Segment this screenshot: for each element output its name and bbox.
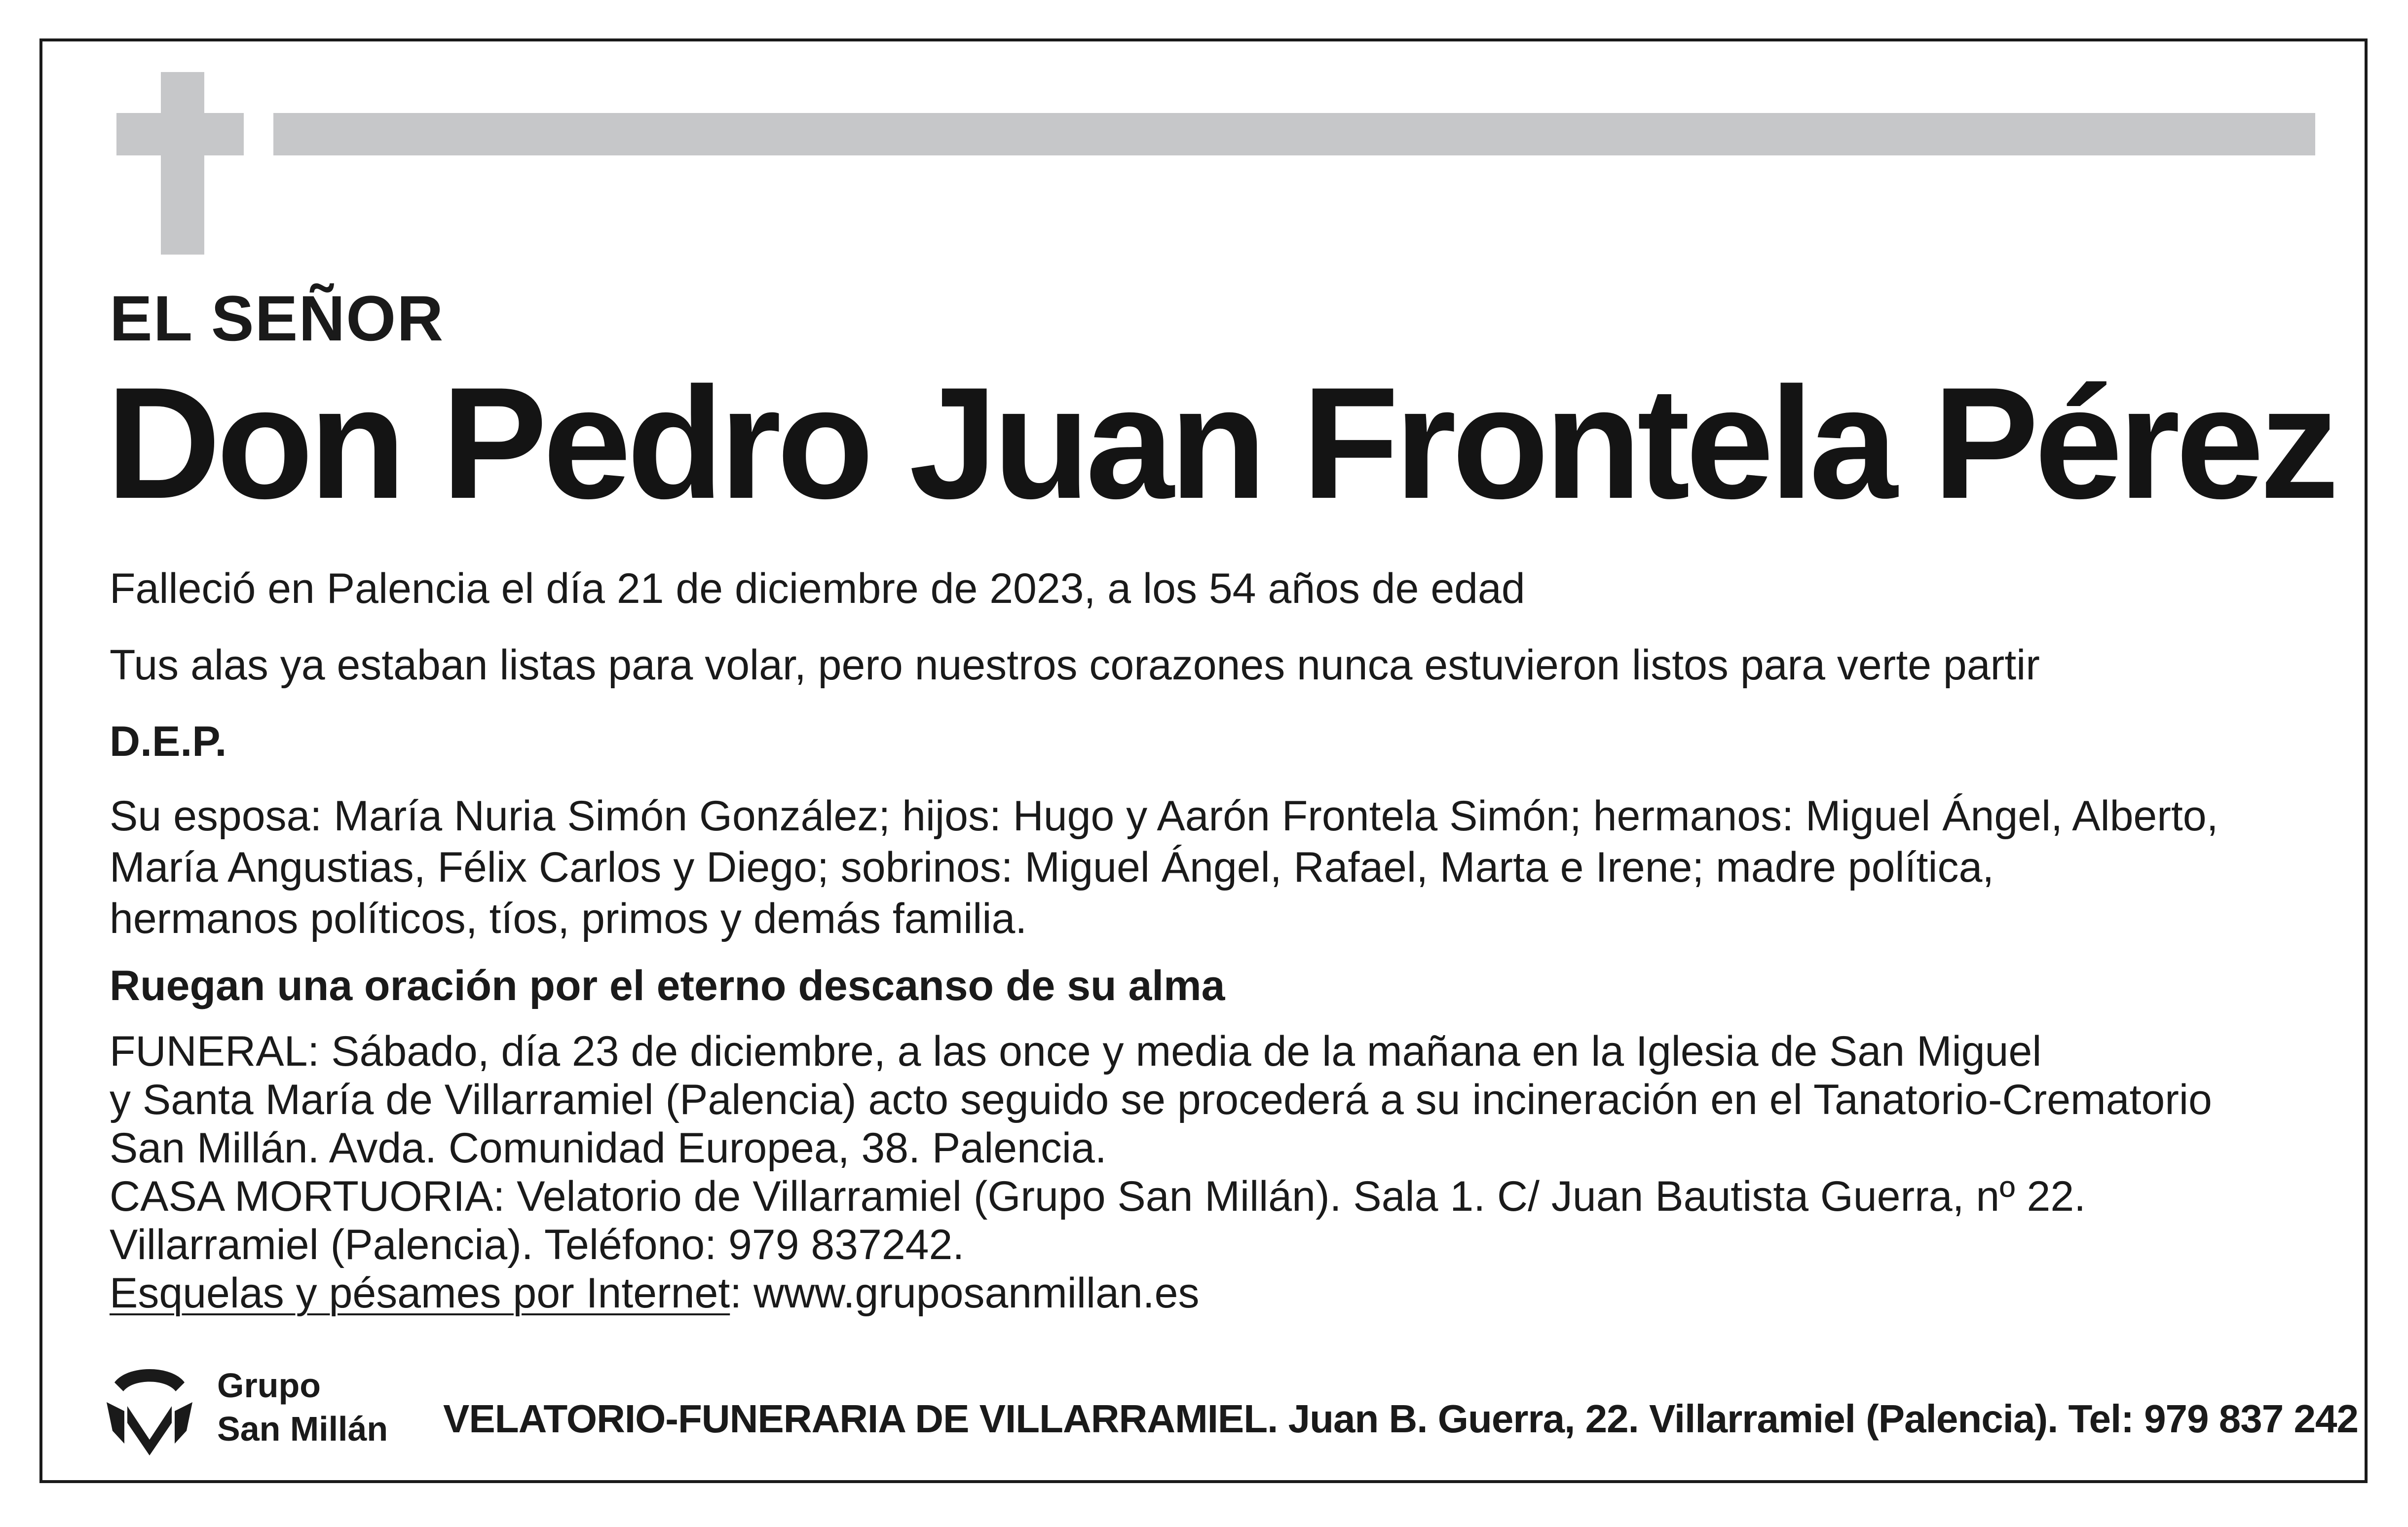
family-line: María Angustias, Félix Carlos y Diego; sobrinos: Miguel Ángel, Rafael, Marta e Irene; madre política, bbox=[110, 844, 1994, 891]
title-prefix: EL SEÑOR bbox=[110, 282, 445, 354]
logo-text bbox=[217, 1364, 388, 1451]
funeral-details bbox=[110, 1027, 2212, 1317]
dep-label: D.E.P. bbox=[110, 718, 227, 765]
memorial-quote: Tus alas ya estaban listas para volar, pero nuestros corazones nunca estuvieron listos para verte partir bbox=[110, 641, 2040, 689]
grupo-san-millan-logo-icon bbox=[97, 1357, 202, 1462]
logo-line2: San Millán bbox=[217, 1410, 388, 1448]
header-bar bbox=[273, 113, 2315, 155]
website-link[interactable]: www.gruposanmillan.es bbox=[753, 1269, 1200, 1317]
internet-label: Esquelas y pésames por Internet bbox=[110, 1269, 730, 1317]
family-line: hermanos políticos, tíos, primos y demás familia. bbox=[110, 895, 1027, 942]
family-paragraph bbox=[110, 790, 2219, 944]
funeral-line: FUNERAL: Sábado, día 23 de diciembre, a las once y media de la mañana en la Iglesia de San Miguel bbox=[110, 1028, 2042, 1075]
cross-icon-vertical bbox=[161, 72, 204, 255]
family-line: Su esposa: María Nuria Simón González; hijos: Hugo y Aarón Frontela Simón; hermanos: Miguel Ángel, Alberto, bbox=[110, 792, 2219, 840]
footer-contact: VELATORIO-FUNERARIA DE VILLARRAMIEL. Juan B. Guerra, 22. Villarramiel (Palencia). Tel: 979 837 242 bbox=[443, 1397, 2358, 1441]
prayer-request: Ruegan una oración por el eterno descanso de su alma bbox=[110, 962, 1225, 1009]
death-notice: Falleció en Palencia el día 21 de diciembre de 2023, a los 54 años de edad bbox=[110, 565, 1525, 612]
funeral-line: San Millán. Avda. Comunidad Europea, 38. Palencia. bbox=[110, 1124, 1107, 1172]
funeral-line: Villarramiel (Palencia). Teléfono: 979 837242. bbox=[110, 1221, 965, 1268]
deceased-name: Don Pedro Juan Frontela Pérez bbox=[106, 355, 2335, 532]
internet-line bbox=[110, 1269, 2212, 1317]
cross-icon-horizontal bbox=[116, 113, 244, 155]
funeral-line: CASA MORTUORIA: Velatorio de Villarramiel (Grupo San Millán). Sala 1. C/ Juan Bautista Guerra, nº 22. bbox=[110, 1173, 2086, 1220]
logo-line1: Grupo bbox=[217, 1366, 321, 1405]
internet-separator: : bbox=[730, 1269, 754, 1317]
funeral-line: y Santa María de Villarramiel (Palencia) acto seguido se procederá a su incineración en el Tanatorio-Crematorio bbox=[110, 1076, 2212, 1123]
